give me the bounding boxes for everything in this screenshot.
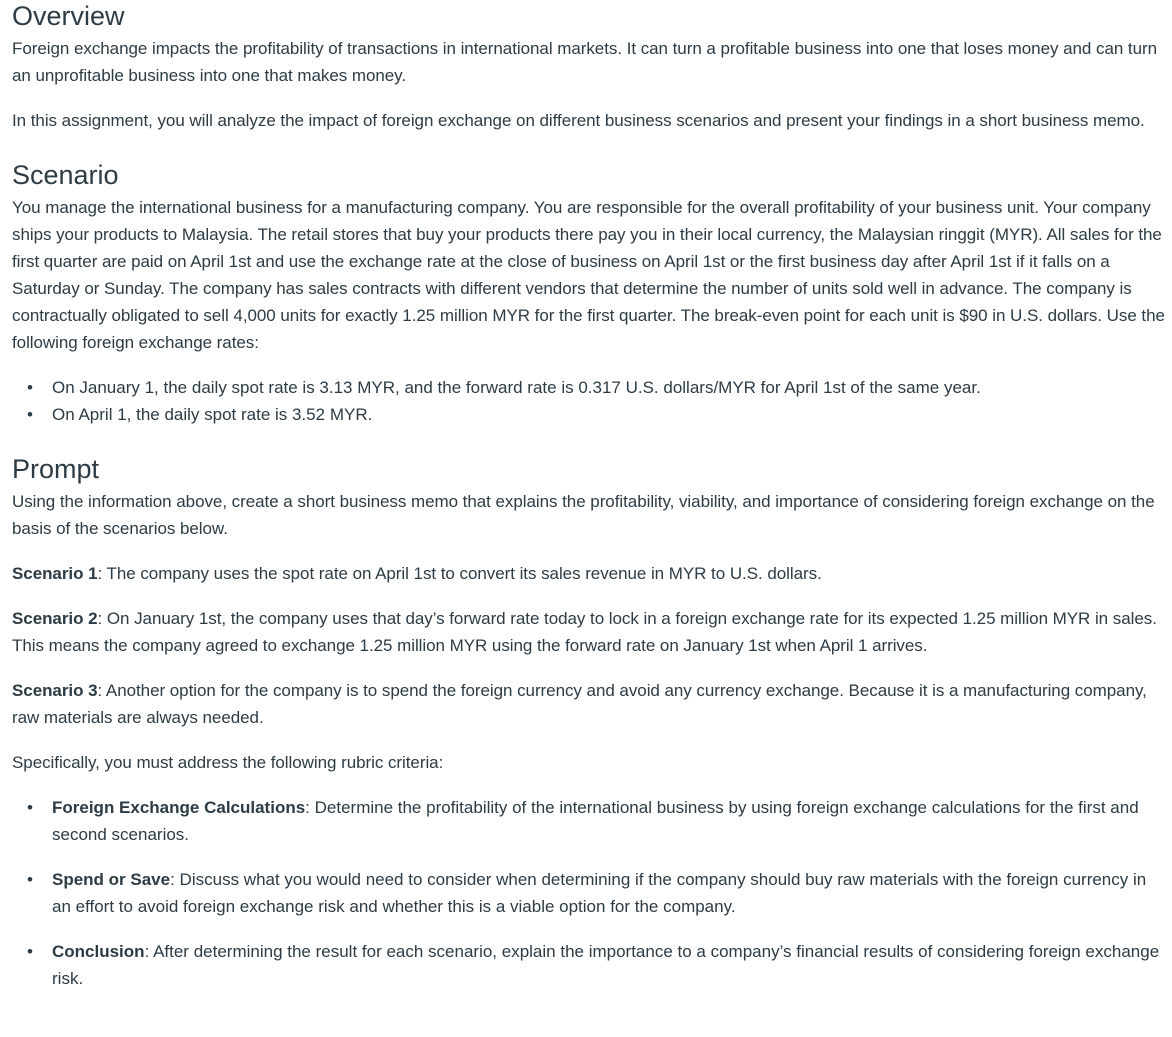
criterion-text: : Determine the profitability of the international business by using foreign exchange calculations for the first and second scenarios. (52, 798, 1139, 844)
overview-heading: Overview (12, 1, 125, 31)
scenario-1-paragraph (12, 560, 1166, 587)
scenario-3-text: : Another option for the company is to spend the foreign currency and avoid any currency exchange. Because it is a manufacturing company, raw materials are always needed. (12, 681, 1147, 727)
list-item-text: On January 1, the daily spot rate is 3.13 MYR, and the forward rate is 0.317 U.S. dollars/MYR for April 1st of the same year. (52, 378, 981, 397)
list-item: • Conclusion: After determining the result for each scenario, explain the importance to a company’s financial results of considering foreign exchange risk. (27, 942, 1160, 988)
scenario-3-label: Scenario 3 (12, 681, 98, 700)
scenario-2-label: Scenario 2 (12, 609, 98, 628)
prompt-heading: Prompt (12, 454, 100, 484)
criterion-label: Foreign Exchange Calculations (52, 798, 306, 817)
criterion-label: Spend or Save (52, 870, 171, 889)
scenario-3-paragraph (12, 677, 1166, 731)
scenario-heading: Scenario (12, 160, 119, 190)
scenario-paragraph: You manage the international business for a manufacturing company. You are responsible for the overall profitability of your business unit. Your company ships your products to Malaysia. The retail stores that buy your products there pay you in their local currency, the Malaysian ringgit (MYR). All sales for the first quarter are paid on April 1st and use the exchange rate at the close of business on April 1st or the first business day after April 1st if it falls on a Saturday or Sunday. The company has sales contracts with different vendors that determine the number of units sold well in advance. The company is contractually obligated to sell 4,000 units for exactly 1.25 million MYR for the first quarter. The break-even point for each unit is $90 in U.S. dollars. Use the following foreign exchange rates: (12, 198, 1165, 352)
list-item-text: On April 1, the daily spot rate is 3.52 MYR. (52, 405, 373, 424)
list-item: • On January 1, the daily spot rate is 3.13 MYR, and the forward rate is 0.317 U.S. dollars/MYR for April 1st of the same year. (27, 378, 981, 397)
list-item: • Spend or Save: Discuss what you would need to consider when determining if the company should buy raw materials with the foreign currency in an effort to avoid foreign exchange risk and whether this is a viable option for the company. (27, 870, 1147, 916)
overview-paragraph: In this assignment, you will analyze the impact of foreign exchange on different business scenarios and present your findings in a short business memo. (12, 111, 1145, 130)
prompt-intro: Using the information above, create a short business memo that explains the profitability, viability, and importance of considering foreign exchange on the basis of the scenarios below. (12, 492, 1155, 538)
scenario-2-text: : On January 1st, the company uses that day’s forward rate today to lock in a foreign exchange rate for its expected 1.25 million MYR in sales. This means the company agreed to exchange 1.25 million MYR using the forward rate on January 1st when April 1 arrives. (12, 609, 1157, 655)
overview-paragraph: Foreign exchange impacts the profitability of transactions in international markets. It can turn a profitable business into one that loses money and can turn an unprofitable business into one that makes money. (12, 39, 1158, 85)
criterion-label: Conclusion (52, 942, 145, 961)
list-item: • Foreign Exchange Calculations: Determine the profitability of the international business by using foreign exchange calculations for the first and second scenarios. (27, 798, 1139, 844)
criterion-text: : Discuss what you would need to consider when determining if the company should buy raw materials with the foreign currency in an effort to avoid foreign exchange risk and whether this is a viable option for the company. (52, 870, 1147, 916)
criterion-text: : After determining the result for each scenario, explain the importance to a company’s financial results of considering foreign exchange risk. (52, 942, 1160, 988)
rubric-criteria-list (12, 794, 1166, 992)
list-item: • On April 1, the daily spot rate is 3.52 MYR. (27, 405, 373, 424)
criteria-intro: Specifically, you must address the following rubric criteria: (12, 753, 444, 772)
scenario-1-text: : The company uses the spot rate on April 1st to convert its sales revenue in MYR to U.S. dollars. (97, 564, 822, 583)
exchange-rate-list (12, 374, 1166, 428)
scenario-1-label: Scenario 1 (12, 564, 98, 583)
scenario-2-paragraph (12, 605, 1166, 659)
